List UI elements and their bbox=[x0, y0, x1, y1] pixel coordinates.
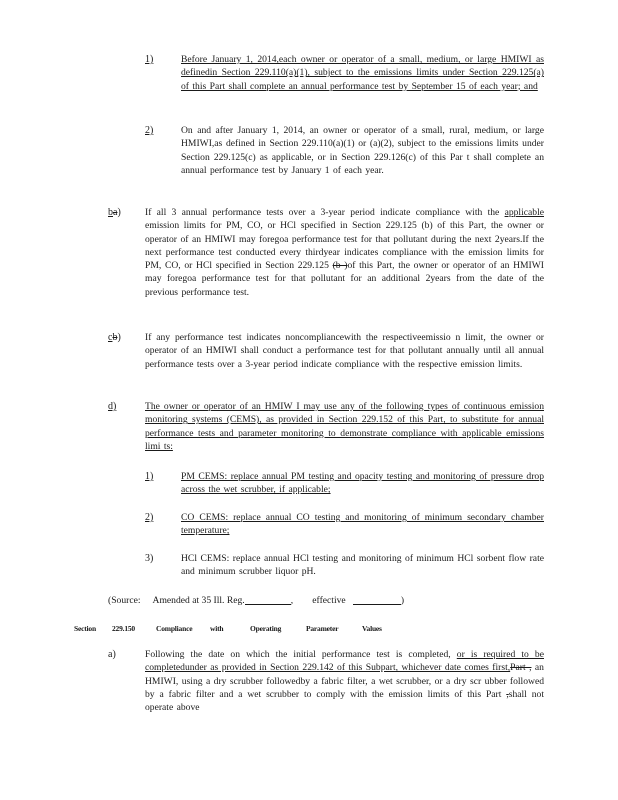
subsection-label-c: cb) bbox=[108, 332, 121, 343]
paragraph-after-2014: On and after January 1, 2014, an owner or operator of a small, rural, medium, or large HMIWI,as defined in Section 229.110(a)(1) or (a)(2), subject to the emissions limits under Section 229.125(c) as applicable, or in Section 229.126(c) of this Par t shall complete an annual performance test by January 1 of each year. bbox=[181, 125, 544, 176]
paragraph-c: If any performance test indicates noncompliancewith the respectiveemissio n limit, the owner or operator of an HMIWI shall conduct a performance test for that pollutant annually until all annual performance tests over a 3-year period indicate compliance with the respective emission limits. bbox=[145, 332, 544, 370]
paragraph-co-cems: CO CEMS: replace annual CO testing and monitoring of minimum secondary chamber temperature; bbox=[181, 512, 544, 537]
subsection-label-a: a) bbox=[108, 649, 116, 660]
paragraph-d: The owner or operator of an HMIW I may use any of the following types of continuous emission monitoring systems (CEMS), as provided in Section 229.152 of this Part, to substitute for annual performance tests and parameter monitoring to demonstrate compliance with applicable emissions limi ts: bbox=[145, 401, 544, 452]
item-label: 1) bbox=[145, 54, 154, 65]
item-label: 2) bbox=[145, 125, 154, 136]
item-label: 3) bbox=[145, 553, 154, 564]
paragraph-before-2014: Before January 1, 2014,each owner or operator of a small, medium, or large HMIWI as definedin Section 229.110(a)(1), subject to the emissions limits under Section 229.125(a) of this Part shall complete an annual performance test by September 15 of each year; and bbox=[181, 54, 544, 92]
section-heading: Section 229.150 Compliance with Operating Parameter Values bbox=[74, 624, 382, 633]
paragraph-a: Following the date on which the initial performance test is completed, or is required to be completedunder as provided in Section 229.142 of this Subpart, whichever date comes first,Part , an HMIWI, using a dry scrubber followedby a fabric filter, a wet scrubber, or a dry scr ubber followed by a fabric filter and a wet scrubber to comply with the emission limits of this Part ,shall not operate above bbox=[145, 649, 544, 714]
paragraph-b: If all 3 annual performance tests over a 3-year period indicate compliance with the applicable emission limits for PM, CO, or HCl specified in Section 229.125 (b) of this Part, the owner or operator of an HMIWI may foregoa performance test for that pollutant during the next 2years.If the next performance test conducted every thirdyear indicates compliance with the emission limits for PM, CO, or HCl specified in Section 229.125 (b )of this Part, the owner or operator of an HMIWI may foregoa performance test for that pollutant for an additional 2years from the date of the previous performance test. bbox=[145, 207, 544, 298]
subsection-label-b: ba) bbox=[108, 207, 121, 218]
subsection-label-d: d) bbox=[108, 401, 117, 412]
item-label: 1) bbox=[145, 471, 154, 482]
source-note: (Source: Amended at 35 Ill. Reg. , effective ) bbox=[108, 595, 405, 606]
item-label: 2) bbox=[145, 512, 154, 523]
paragraph-hcl-cems: HCl CEMS: replace annual HCl testing and monitoring of minimum HCl sorbent flow rate and minimum scrubber liquor pH. bbox=[181, 553, 544, 578]
paragraph-pm-cems: PM CEMS: replace annual PM testing and opacity testing and monitoring of pressure drop across the wet scrubber, if applicable; bbox=[181, 471, 544, 496]
